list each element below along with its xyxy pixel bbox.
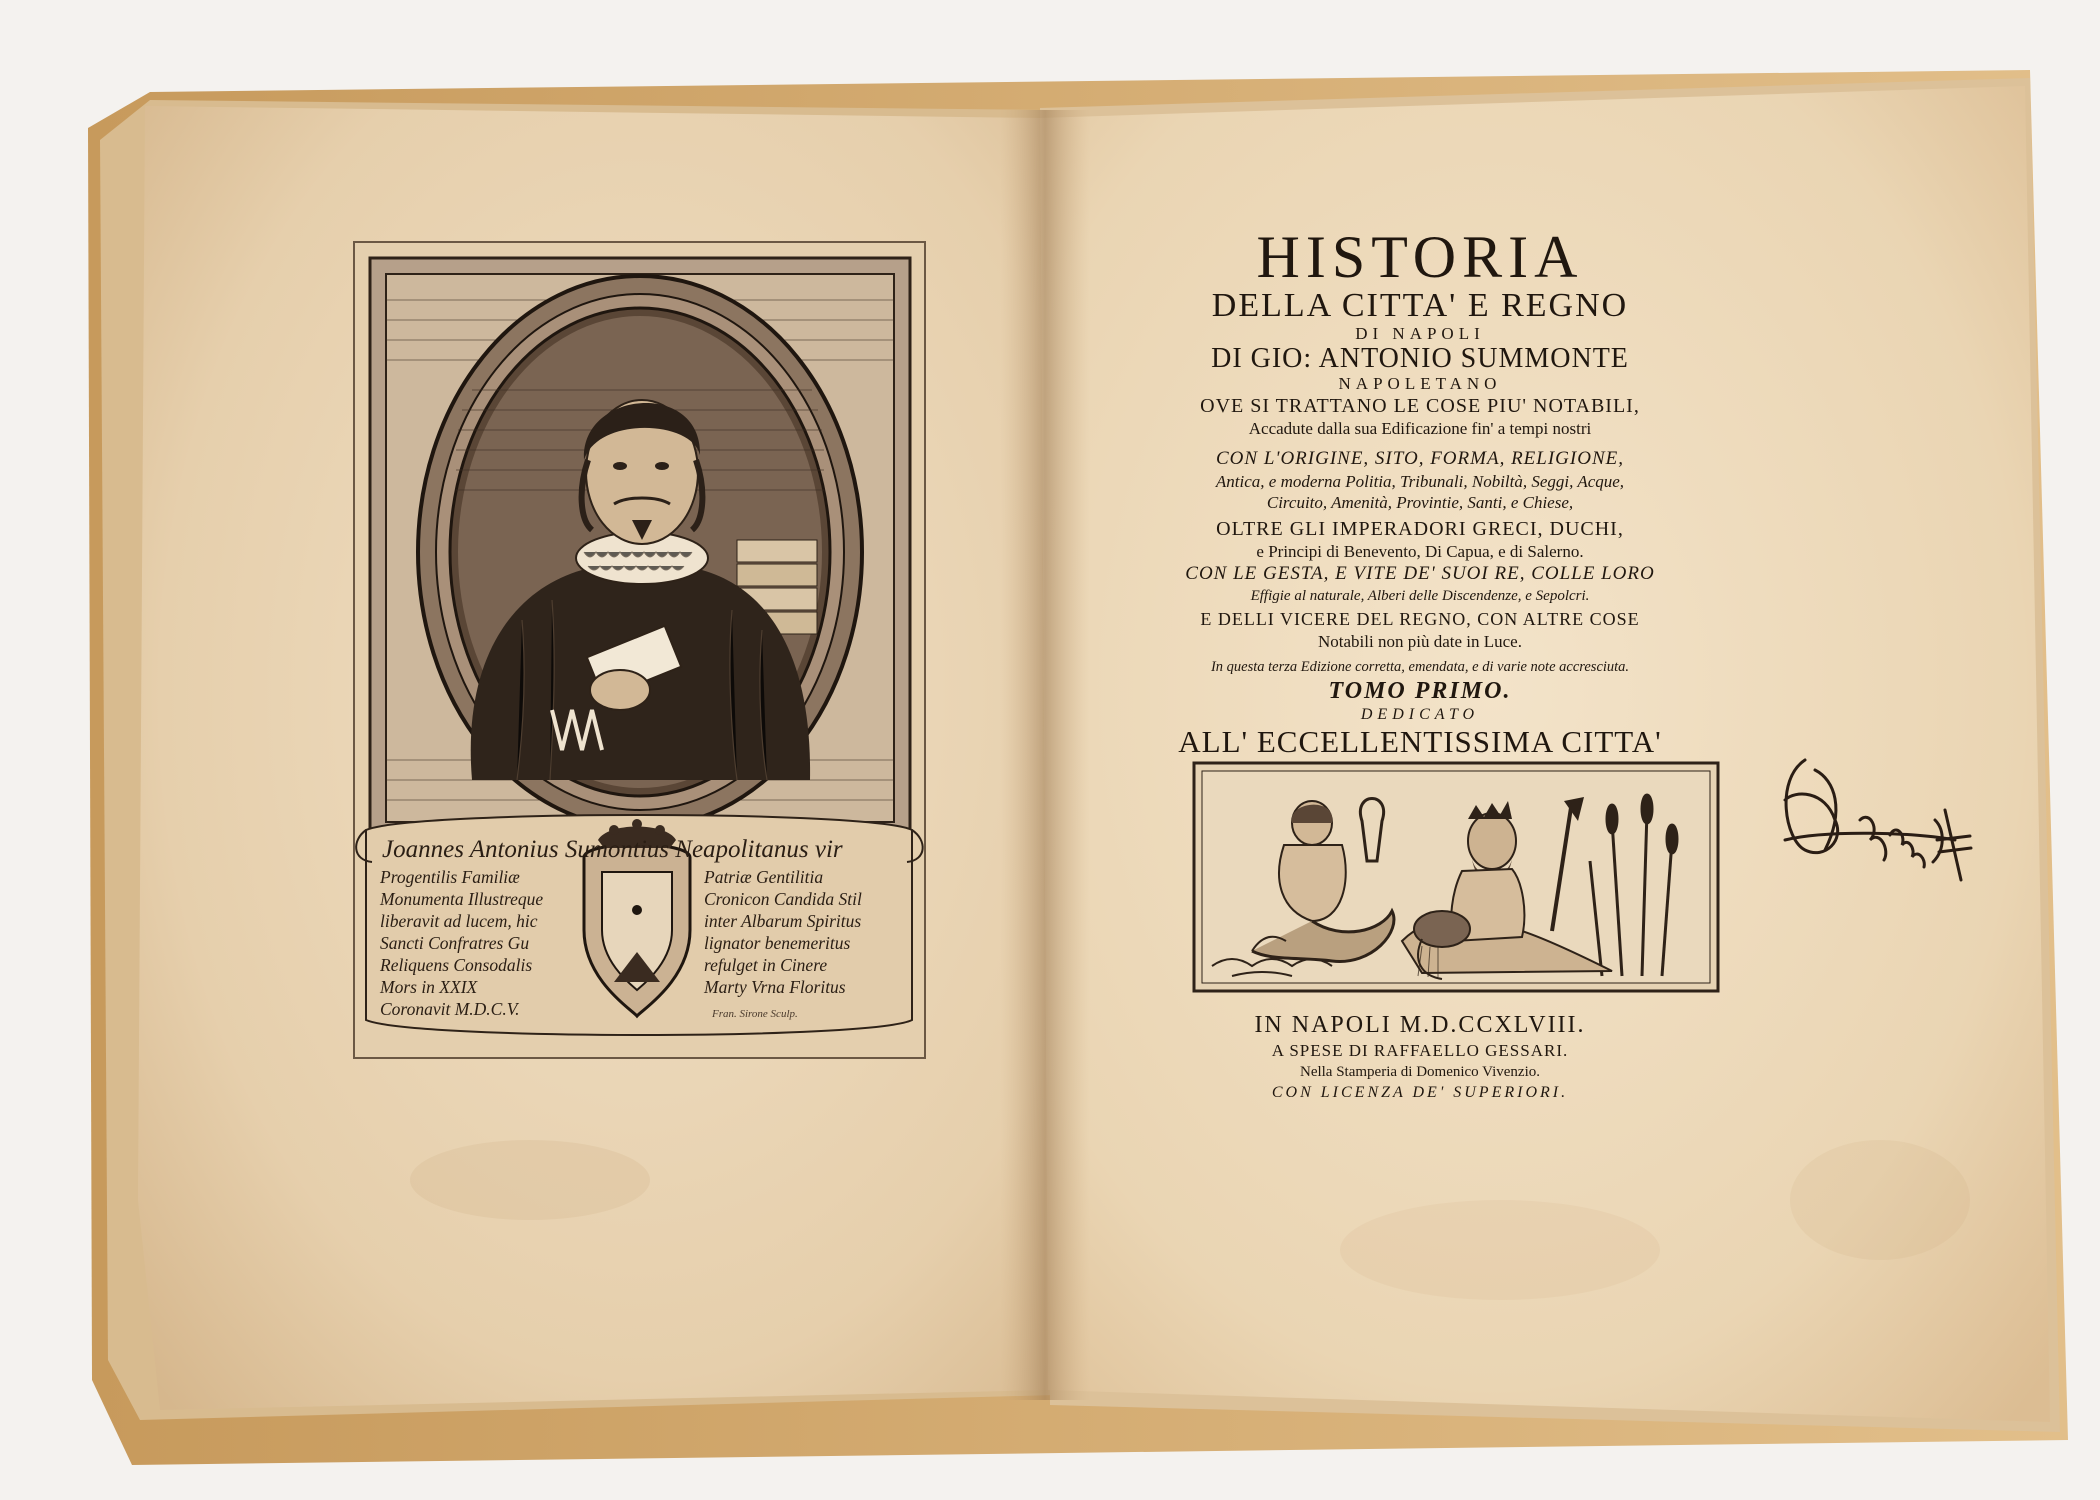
cartouche-line: Monumenta Illustreque [380,889,544,909]
frontispiece-engraving [352,240,927,1060]
title-line: CON L'ORIGINE, SITO, FORMA, RELIGIONE, [1216,448,1624,469]
dedication-line: ALL' ECCELLENTISSIMA CITTA' [1178,724,1662,759]
title-line: NAPOLETANO [1338,374,1502,393]
imprint-publisher: A SPESE DI RAFFAELLO GESSARI. [1271,1041,1569,1060]
title-line: CON LE GESTA, E VITE DE' SUOI RE, COLLE LORO [1185,563,1655,584]
cartouche-line: liberavit ad lucem, hic [380,911,538,931]
title-line: Antica, e moderna Politia, Tribunali, Nobiltà, Seggi, Acque, [1215,472,1625,491]
cartouche-line: Mors in XXIX [380,977,478,997]
imprint-printer: Nella Stamperia di Domenico Vivenzio. [1299,1064,1540,1080]
cartouche-line: Patriæ Gentilitia [704,867,824,887]
author-line: DI GIO: ANTONIO SUMMONTE [1211,343,1629,374]
cartouche-line: Marty Vrna Floritus [704,977,846,997]
cartouche-line: refulget in Cinere [704,955,828,975]
title-vignette [1192,761,1720,993]
title-line: E DELLI VICERE DEL REGNO, CON ALTRE COSE [1200,609,1640,629]
cartouche-line: lignator benemeritus [704,933,851,953]
book-title: HISTORIA [1256,224,1584,290]
imprint-place-date: IN NAPOLI M.D.CCXLVIII. [1254,1012,1586,1038]
ownership-signature [1765,740,1975,890]
sculptor-credit: Fran. Sirone Sculp. [712,1008,798,1020]
volume-line: TOMO PRIMO. [1328,678,1512,704]
title-line: Notabili non più date in Luce. [1318,632,1522,651]
title-line: In questa terza Edizione corretta, emendata, e di varie note accresciuta. [1210,659,1630,675]
cartouche-line: Coronavit M.D.C.V. [380,999,520,1019]
title-line: e Principi di Benevento, Di Capua, e di Salerno. [1256,542,1584,561]
cartouche-line: inter Albarum Spiritus [704,911,862,931]
cartouche-line: Progentilis Familiæ [380,867,520,887]
title-line: DELLA CITTA' E REGNO [1211,287,1629,324]
imprint [1120,1010,1720,1104]
cartouche-line: Cronicon Candida Stil [704,889,862,909]
cartouche-line: Reliquens Consodalis [380,955,533,975]
cartouche-right-column [704,866,862,998]
title-line: DEDICATO [1360,706,1480,723]
title-page [1080,226,1760,793]
cartouche-left-column [380,866,543,1020]
title-line: Accadute dalla sua Edificazione fin' a tempi nostri [1248,419,1592,438]
title-line: Effigie al naturale, Alberi delle Discendenze, e Sepolcri. [1250,588,1590,604]
cartouche-line: Sancti Confratres Gu [380,933,530,953]
title-line: DI NAPOLI [1355,324,1485,343]
cartouche-heading: Joannes Antonius Sumontius Neapolitanus vir [382,836,843,863]
title-line: OVE SI TRATTANO LE COSE PIU' NOTABILI, [1200,395,1640,417]
title-line: Circuito, Amenità, Provintie, Santi, e Chiese, [1266,493,1574,512]
title-line: OLTRE GLI IMPERADORI GRECI, DUCHI, [1216,518,1624,540]
imprint-licence: CON LICENZA DE' SUPERIORI. [1271,1084,1569,1101]
